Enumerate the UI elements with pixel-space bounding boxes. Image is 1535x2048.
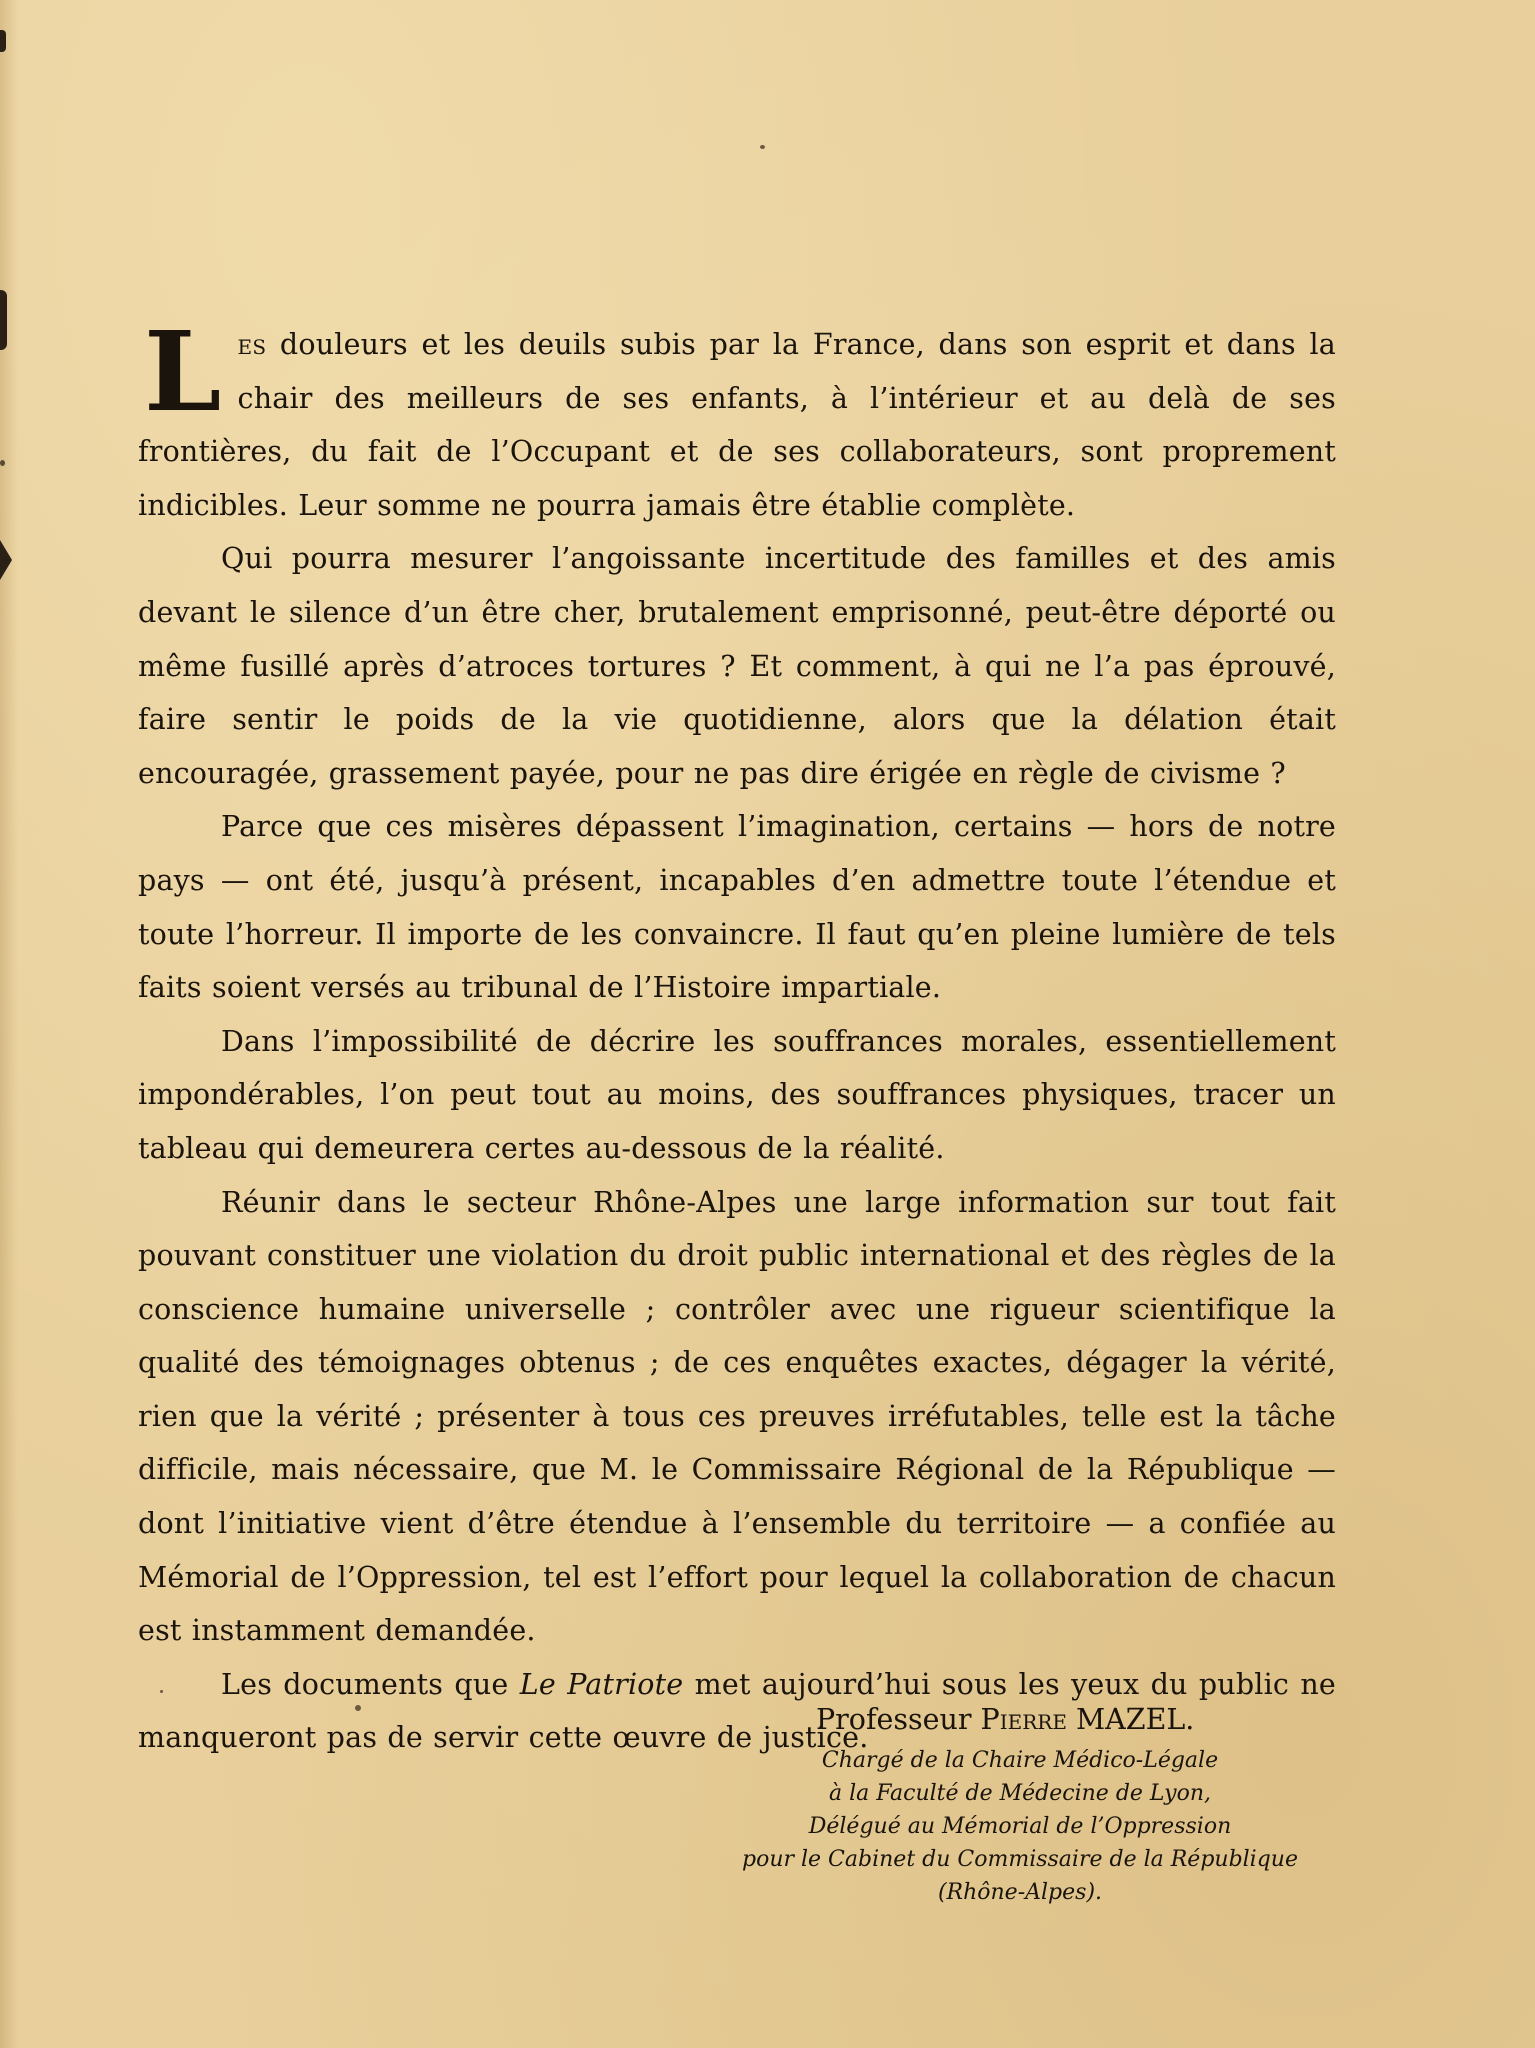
paragraph-4 — [138, 1015, 1336, 1176]
paragraph-1 — [138, 307, 1336, 532]
paragraph-lead-smallcaps: es — [237, 328, 267, 361]
signature-line: (Rhône-Alpes). — [937, 1880, 1103, 1905]
paper-speck — [760, 145, 765, 149]
signature-line: à la Faculté de Médecine de Lyon, — [829, 1781, 1211, 1806]
paragraph-text: douleurs et les deuils subis par la France, dans son esprit et dans la chair des meilleurs de ses enfants, à l’intérieur et au delà de ses frontières, du fait de l’Occupant et de ses collaborateurs, sont proprement indicibles. Leur somme ne pourra jamais être établie complète. — [138, 328, 1336, 522]
signature-line: Délégué au Mémorial de l’Oppression — [808, 1814, 1232, 1839]
signature-first-name: Pierre — [980, 1703, 1067, 1736]
signature-last-name: MAZEL. — [1066, 1703, 1195, 1736]
signature-credentials — [690, 1744, 1350, 1909]
signature-name — [816, 1700, 1296, 1740]
document-body — [138, 307, 1336, 1765]
paragraph-text: Les documents que — [221, 1667, 520, 1701]
drop-cap: L — [144, 307, 222, 436]
paragraph-5 — [138, 1176, 1336, 1658]
paragraph-text: Réunir dans le secteur Rhône-Alpes une large information sur tout fait pouvant constituer une violation du droit public international et des règles de la conscience humaine universelle ; contrôler avec une rigueur scientifique la qualité des témoignages obtenus ; de ces enquêtes exactes, dégager la vérité, rien que la vérité ; présenter à tous ces preuves irréfutables, telle est la tâche difficile, mais nécessaire, que M. le Commissaire Régional de la République — dont l’initiative vient d’être étendue à l’ensemble du territoire — a confiée au Mémorial de l’Oppression, tel est l’effort pour lequel la collaboration de chacun est instamment demandée. — [138, 1185, 1336, 1648]
binding-mark — [0, 460, 5, 466]
paragraph-text: Parce que ces misères dépassent l’imagination, certains — hors de notre pays — ont été, jusqu’à présent, incapables d’en admettre toute l’étendue et toute l’horreur. Il importe de les convaincre. Il faut qu’en pleine lumière de tels faits soient versés au tribunal de l’Histoire impartiale. — [138, 810, 1336, 1005]
signature-title: Professeur — [816, 1703, 981, 1736]
paragraph-text: met aujourd’hui sous les yeux du public ne manqueront pas de servir cette œuvre de justice. — [138, 1667, 1336, 1755]
signature-line: pour le Cabinet du Commissaire de la République — [742, 1847, 1298, 1872]
signature-line: Chargé de la Chaire Médico-Légale — [821, 1748, 1219, 1773]
paragraph-3 — [138, 800, 1336, 1014]
newspaper-title: Le Patriote — [519, 1667, 684, 1701]
paragraph-2 — [138, 532, 1336, 800]
binding-mark — [0, 30, 6, 52]
paragraph-text: Qui pourra mesurer l’angoissante incertitude des familles et des amis devant le silence d’un être cher, brutalement emprisonné, peut-être déporté ou même fusillé après d’atroces tortures ? Et comment, à qui ne l’a pas éprouvé, faire sentir le poids de la vie quotidienne, alors que la délation était encouragée, grassement payée, pour ne pas dire érigée en règle de civisme ? — [138, 542, 1336, 790]
binding-mark — [0, 290, 7, 350]
paragraph-text: Dans l’impossibilité de décrire les souffrances morales, essentiellement impondérables, l’on peut tout au moins, des souffrances physiques, tracer un tableau qui demeurera certes au-dessous de la réalité. — [138, 1024, 1336, 1165]
